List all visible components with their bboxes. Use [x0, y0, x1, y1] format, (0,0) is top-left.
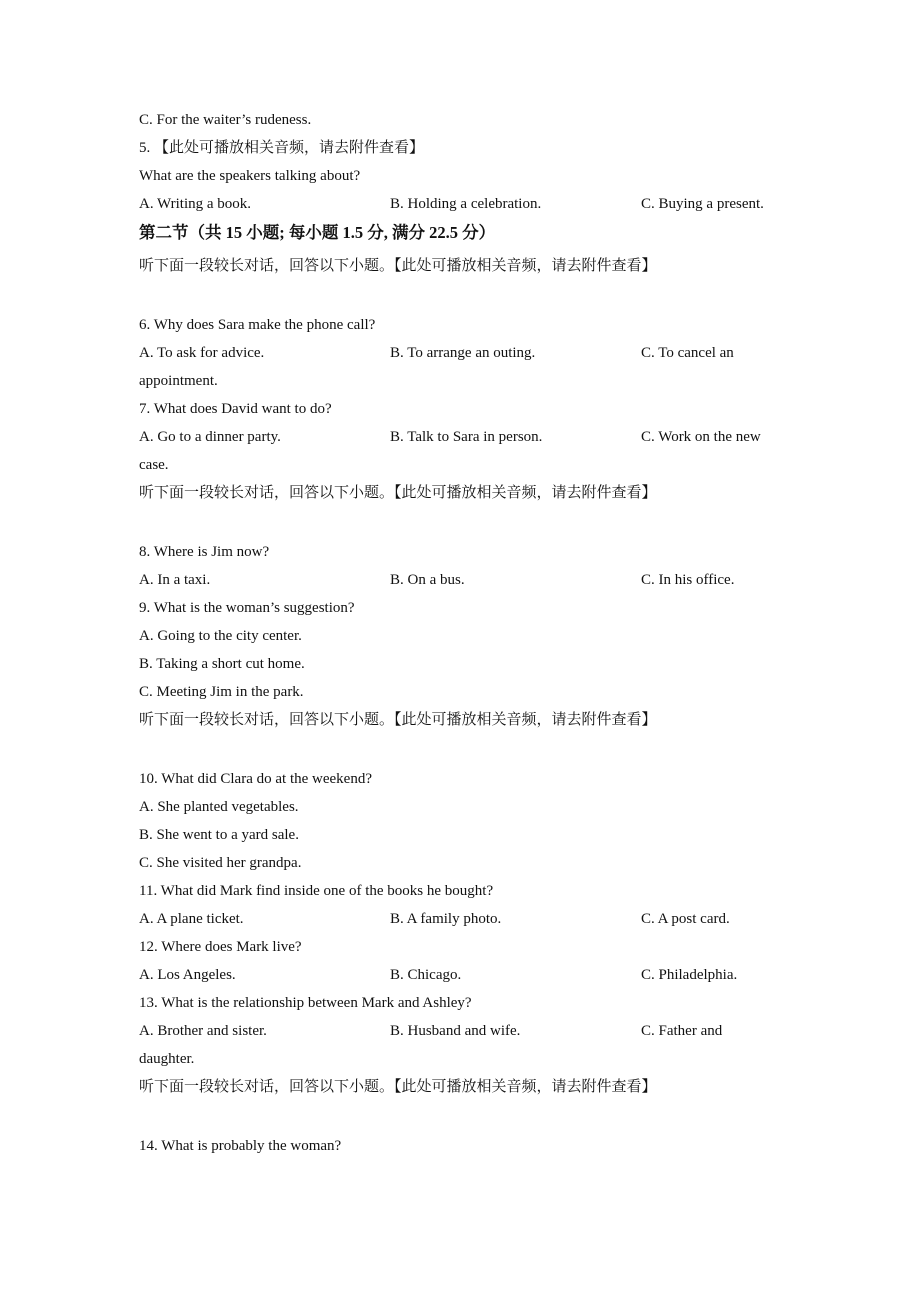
exam-page [139, 106, 799, 1160]
option-a[interactable]: A. To ask for advice. [139, 345, 265, 361]
option-b[interactable]: B. Taking a short cut home. [139, 656, 305, 672]
option-a[interactable]: A. She planted vegetables. [139, 799, 299, 815]
question-6: 6. Why does Sara make the phone call? [139, 317, 376, 333]
options-row-7 [139, 423, 799, 451]
question-13: 13. What is the relationship between Mark and Ashley? [139, 995, 472, 1011]
option-b[interactable]: B. A family photo. [390, 911, 502, 927]
listen-instruction[interactable]: 听下面一段较长对话，回答以下小题。【此处可播放相关音频，请去附件查看】 [139, 258, 657, 274]
question-10: 10. What did Clara do at the weekend? [139, 771, 372, 787]
section-heading: 第二节（共 15 小题; 每小题 1.5 分, 满分 22.5 分） [139, 223, 496, 242]
option-c[interactable]: C. Buying a present. [641, 196, 764, 212]
listen-instruction[interactable]: 听下面一段较长对话，回答以下小题。【此处可播放相关音频，请去附件查看】 [139, 712, 657, 728]
option-c[interactable]: C. To cancel an [641, 345, 734, 361]
option-a[interactable]: A. Go to a dinner party. [139, 429, 281, 445]
option-a[interactable]: A. Brother and sister. [139, 1023, 267, 1039]
question-14: 14. What is probably the woman? [139, 1138, 342, 1154]
option-b[interactable]: B. Holding a celebration. [390, 196, 542, 212]
option-c-continuation: appointment. [139, 373, 218, 389]
question-8: 8. Where is Jim now? [139, 544, 270, 560]
option-a[interactable]: A. Going to the city center. [139, 628, 302, 644]
audio-placeholder[interactable]: 5. 【此处可播放相关音频，请去附件查看】 [139, 140, 425, 156]
option-a[interactable]: A. A plane ticket. [139, 911, 244, 927]
question-11: 11. What did Mark find inside one of the books he bought? [139, 883, 494, 899]
option-c[interactable]: C. In his office. [641, 572, 735, 588]
question-9: 9. What is the woman’s suggestion? [139, 600, 355, 616]
listen-instruction[interactable]: 听下面一段较长对话，回答以下小题。【此处可播放相关音频，请去附件查看】 [139, 485, 657, 501]
option-c-continuation: case. [139, 457, 169, 473]
options-row-12 [139, 961, 799, 989]
option-c[interactable]: C. A post card. [641, 911, 730, 927]
options-row-11 [139, 905, 799, 933]
option-c[interactable]: C. Meeting Jim in the park. [139, 684, 304, 700]
option-c[interactable]: C. Father and [641, 1023, 723, 1039]
listen-instruction[interactable]: 听下面一段较长对话，回答以下小题。【此处可播放相关音频，请去附件查看】 [139, 1079, 657, 1095]
option-b[interactable]: B. Chicago. [390, 967, 462, 983]
options-row-6 [139, 339, 799, 367]
options-row-8 [139, 566, 799, 594]
option-a[interactable]: A. In a taxi. [139, 572, 211, 588]
option-c-continuation: daughter. [139, 1051, 195, 1067]
spacer [139, 280, 799, 311]
options-row-13 [139, 1017, 799, 1045]
option-line: C. For the waiter’s rudeness. [139, 112, 312, 128]
option-a[interactable]: A. Writing a book. [139, 196, 252, 212]
options-row-5 [139, 190, 799, 218]
option-c[interactable]: C. Philadelphia. [641, 967, 738, 983]
spacer [139, 1101, 799, 1132]
spacer [139, 734, 799, 765]
question-5: What are the speakers talking about? [139, 168, 361, 184]
option-b[interactable]: B. Husband and wife. [390, 1023, 521, 1039]
question-7: 7. What does David want to do? [139, 401, 332, 417]
option-c[interactable]: C. Work on the new [641, 429, 761, 445]
option-b[interactable]: B. She went to a yard sale. [139, 827, 299, 843]
option-b[interactable]: B. Talk to Sara in person. [390, 429, 543, 445]
option-a[interactable]: A. Los Angeles. [139, 967, 236, 983]
spacer [139, 507, 799, 538]
question-12: 12. Where does Mark live? [139, 939, 302, 955]
option-c[interactable]: C. She visited her grandpa. [139, 855, 302, 871]
option-b[interactable]: B. On a bus. [390, 572, 465, 588]
option-b[interactable]: B. To arrange an outing. [390, 345, 536, 361]
